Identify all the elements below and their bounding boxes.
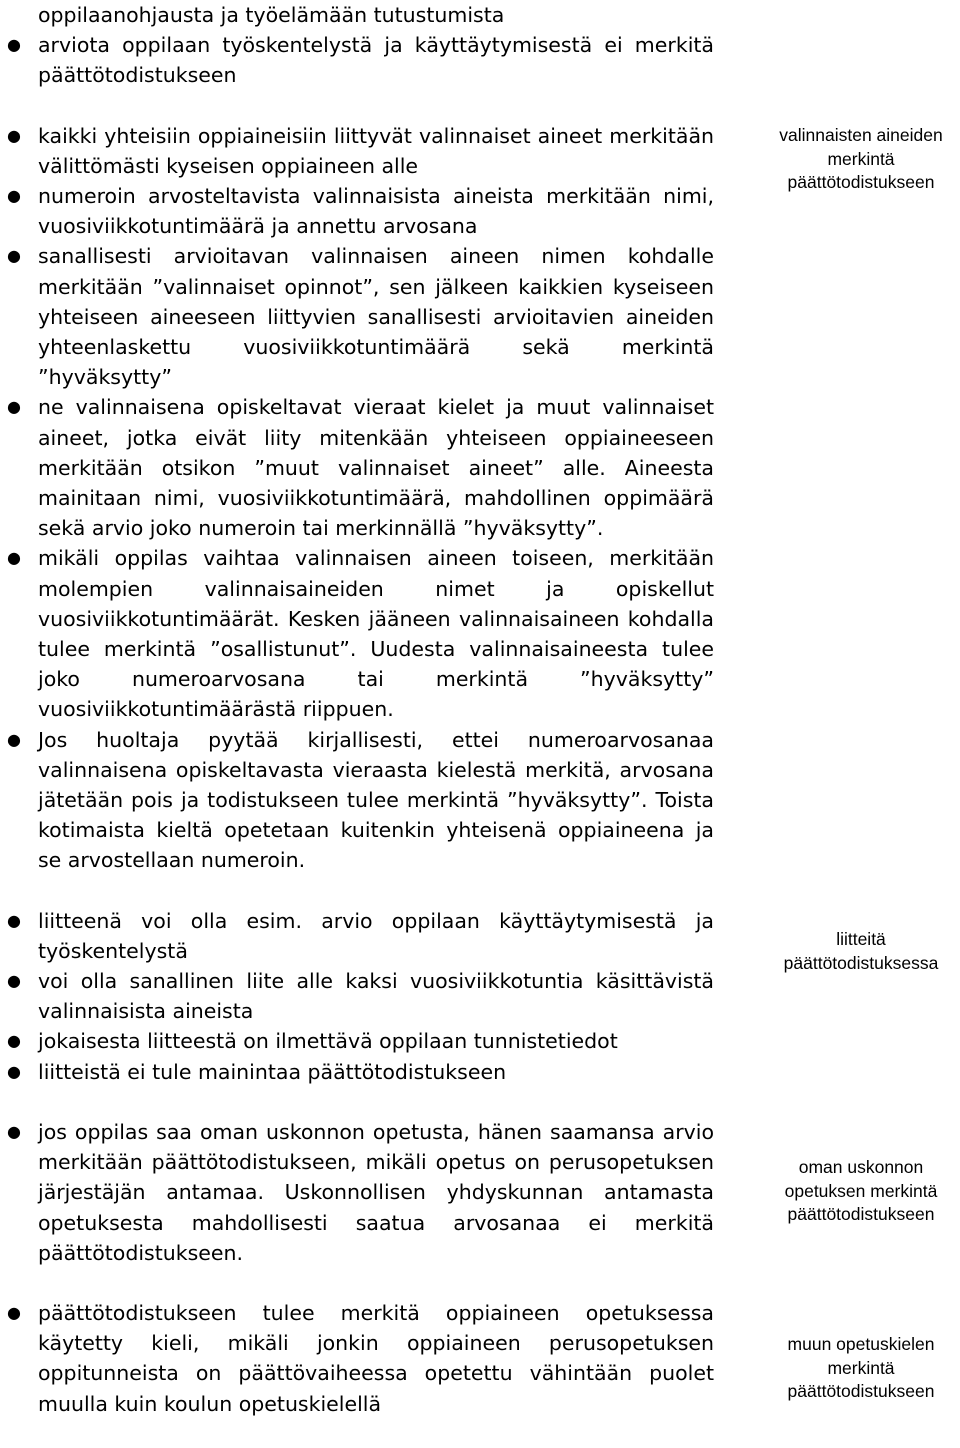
grading-block [7, 30, 714, 90]
side-label-electives: valinnaisten aineiden merkintä päättötodistukseen [779, 125, 943, 192]
list-item: ● numeroin arvosteltavista valinnaisista aineista merkitään nimi, vuosiviikkotuntimäärä ja annettu arvosana [38, 181, 714, 241]
list-item: ● arviota oppilaan työskentelystä ja käyttäytymisestä ei merkitä päättötodistukseen [38, 30, 714, 90]
bullet-icon: ● [7, 186, 21, 205]
list-item: ● liitteenä voi olla esim. arvio oppilaan käyttäytymisestä ja työskentelystä [38, 906, 714, 966]
side-label-attachments: liitteitä päättötodistuksessa [783, 929, 939, 973]
list-item: ● mikäli oppilas vaihtaa valinnaisen aineen toiseen, merkitään molempien valinnaisaineiden nimet ja opiskellut vuosiviikkotuntimäärät. Kesken jääneen valinnaisaineen kohdalla tulee merkintä ”osallistunut”. Uudesta valinnaisaineesta tulee joko numeroarvosana tai merkintä ”hyväksytty” vuosiviikkotuntimäärästä riippuen. [38, 543, 714, 724]
side-label-language: muun opetuskielen merkintä päättötodistukseen [787, 1334, 935, 1401]
list-item: ● päättötodistukseen tulee merkitä oppiaineen opetuksessa käytetty kieli, mikäli jonkin oppiaineen perusopetuksen oppitunneista on päättövaiheessa opetettu vähintään puolet muulla kuin koulun opetuskielellä [38, 1298, 714, 1419]
bullet-icon: ● [7, 246, 21, 266]
religion-block [7, 1117, 714, 1268]
document-body [7, 0, 714, 1419]
bullet-icon: ● [7, 1121, 21, 1141]
list-item: ● kaikki yhteisiin oppiaineisiin liittyvät valinnaiset aineet merkitään välittömästi kyseisen oppiaineen alle [38, 121, 714, 181]
language-block [7, 1298, 714, 1419]
bullet-icon: ● [7, 1031, 21, 1051]
bullet-icon: ● [7, 1302, 21, 1322]
list-item: ● Jos huoltaja pyytää kirjallisesti, ettei numeroarvosanaa valinnaisena opiskeltavasta vieraasta kielestä merkitä, arvosana jätetään pois ja todistukseen tulee merkintä ”hyväksytty”. Toista kotimaista kieltä opetetaan kuitenkin yhteisenä oppiaineena ja se arvostellaan numeroin. [38, 725, 714, 876]
list-item: ● sanallisesti arvioitavan valinnaisen aineen nimen kohdalle merkitään ”valinnaiset opinnot”, sen jälkeen kaikkien kyseiseen yhteiseen aineeseen liittyvien sanallisesti arvioitavien aineiden yhteenlaskettu vuosiviikkotuntimäärä sekä merkintä ”hyväksytty” [38, 241, 714, 392]
list-item: ● jokaisesta liitteestä on ilmettävä oppilaan tunnistetiedot [38, 1026, 714, 1056]
attachments-block [7, 906, 714, 1087]
list-item: ● liitteistä ei tule mainintaa päättötodistukseen [38, 1057, 714, 1087]
side-label-religion: oman uskonnon opetuksen merkintä päättötodistukseen [784, 1157, 938, 1224]
bullet-icon: ● [7, 1061, 21, 1081]
electives-block [7, 121, 714, 876]
list-item: ● voi olla sanallinen liite alle kaksi vuosiviikkotuntia käsittävistä valinnaisista aineista [38, 966, 714, 1026]
intro-line: oppilaanohjausta ja työelämään tutustumista [38, 3, 505, 27]
list-item: ● ne valinnaisena opiskeltavat vieraat kielet ja muut valinnaiset aineet, jotka eivät liity mitenkään yhteiseen oppiaineeseen merkitään otsikon ”muut valinnaiset aineet” alle. Aineesta mainitaan nimi, vuosiviikkotuntimäärä, mahdollinen oppimäärä sekä arvio joko numeroin tai merkinnällä ”hyväksytty”. [38, 392, 714, 543]
bullet-icon: ● [7, 910, 21, 930]
bullet-icon: ● [7, 125, 21, 145]
bullet-icon: ● [7, 729, 21, 749]
bullet-icon: ● [7, 35, 21, 55]
bullet-icon: ● [7, 971, 21, 991]
bullet-icon: ● [7, 397, 21, 417]
list-item: ● jos oppilas saa oman uskonnon opetusta, hänen saamansa arvio merkitään päättötodistukseen, mikäli opetus on perusopetuksen järjestäjän antamaa. Uskonnollisen yhdyskunnan antamasta opetuksesta mahdollisesti saatua arvosanaa ei merkitä päättötodistukseen. [38, 1117, 714, 1268]
bullet-icon: ● [7, 548, 21, 568]
